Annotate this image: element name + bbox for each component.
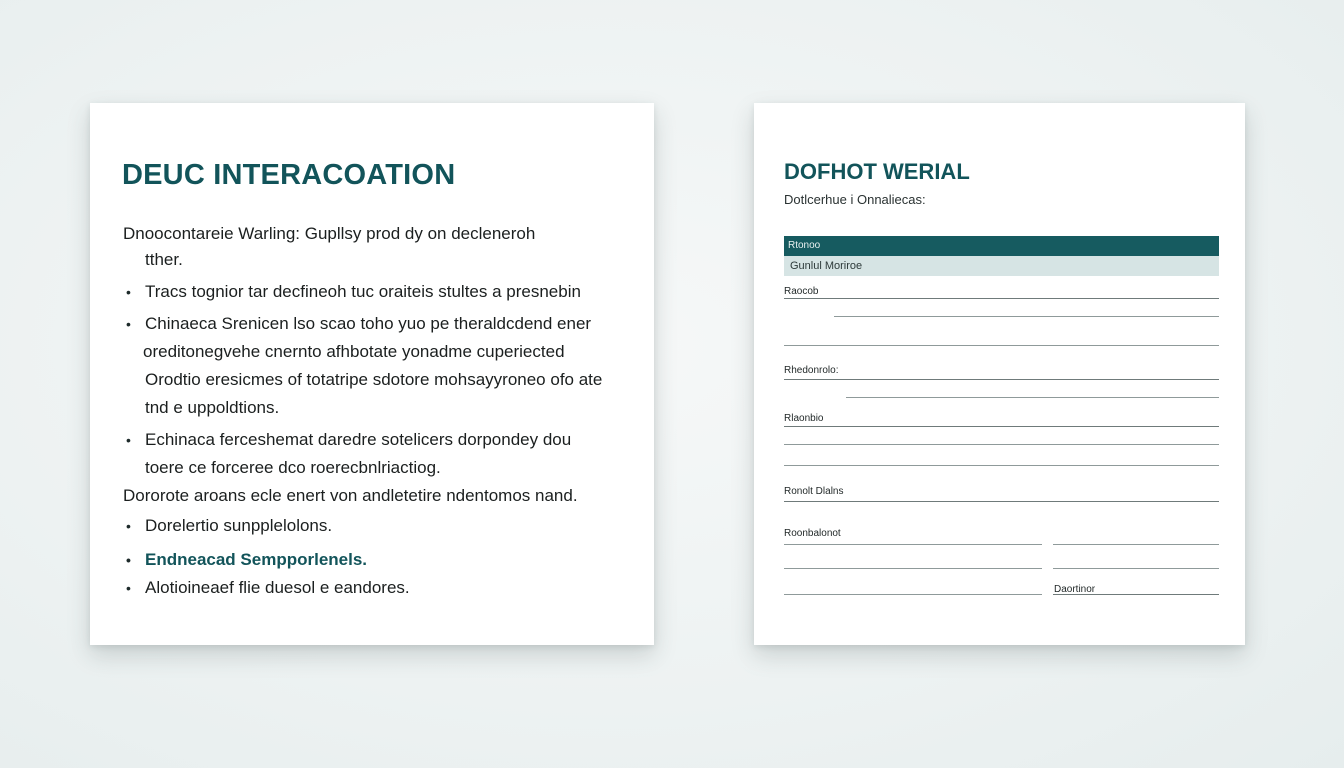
bullet-list xyxy=(123,278,603,602)
bullet-item xyxy=(123,574,603,602)
bullet-text: Echinaca ferceshemat daredre sotelicers dorpondey dou xyxy=(145,430,572,449)
field-label: Raocob xyxy=(784,286,819,297)
bullet-text: Dorelertio sunpplelolons. xyxy=(145,516,333,535)
field-input-line[interactable] xyxy=(784,465,1219,466)
field-input-line[interactable] xyxy=(784,444,1219,445)
field-label: Ronolt Dlalns xyxy=(784,486,844,497)
field-input-line[interactable] xyxy=(784,544,1042,545)
field-input-line[interactable] xyxy=(784,379,1219,380)
form-subheader-bar: Gunlul Moriroe xyxy=(784,256,1219,276)
field-input-line[interactable] xyxy=(784,426,1219,427)
field-input-line[interactable] xyxy=(1053,594,1219,595)
form-header-bar: Rtonoo xyxy=(784,236,1219,256)
bullet-item xyxy=(123,512,603,540)
bullet-text: Dororote aroans ecle enert von andletetire ndentomos nand. xyxy=(123,486,578,505)
bullet-text: Endneacad Sempporlenels. xyxy=(145,550,368,569)
bullet-dot-icon: • xyxy=(126,552,131,568)
field-label: Rhedonrolo: xyxy=(784,365,839,376)
card-title: DEUC INTERACOATION xyxy=(122,159,456,191)
intro-lead-text: Dnoocontareie Warling: Gupllsy prod dy on decleneroh xyxy=(123,224,536,243)
bullet-text: toere ce forceree dco roerecbnlriactiog. xyxy=(145,458,441,477)
bullet-text: Orodtio eresicmes of totatripe sdotore mohsayyroneo ofo ate xyxy=(145,370,603,389)
field-input-line[interactable] xyxy=(784,568,1042,569)
field-input-line[interactable] xyxy=(784,345,1219,346)
field-label: Roonbalonot xyxy=(784,528,841,539)
bullet-dot-icon: • xyxy=(126,518,131,534)
information-card xyxy=(90,103,654,645)
intro-continuation-text: tther. xyxy=(145,250,183,269)
bullet-text: Tracs tognior tar decfineoh tuc oraiteis stultes a presnebin xyxy=(145,282,581,301)
bullet-item xyxy=(123,278,603,306)
form-title: DOFHOT WERIAL xyxy=(784,159,970,184)
bullet-dot-icon: • xyxy=(126,316,131,332)
field-input-line[interactable] xyxy=(1053,568,1219,569)
bullet-item xyxy=(123,310,603,422)
bullet-dot-icon: • xyxy=(126,284,131,300)
field-input-line[interactable] xyxy=(784,298,1219,299)
field-input-line[interactable] xyxy=(784,594,1042,595)
field-label: Rlaonbio xyxy=(784,413,824,424)
field-label: Daortinor xyxy=(1054,584,1096,595)
bullet-dot-icon: • xyxy=(126,432,131,448)
form-card xyxy=(754,103,1245,645)
field-input-line[interactable] xyxy=(846,397,1219,398)
bullet-text: tnd e uppoldtions. xyxy=(145,398,280,417)
bullet-text: Alotioineaef flie duesol e eandores. xyxy=(145,578,410,597)
bullet-item-highlighted xyxy=(123,546,603,574)
field-input-line[interactable] xyxy=(1053,544,1219,545)
bullet-text: oreditonegvehe cnernto afhbotate yonadme cuperiected xyxy=(143,342,565,361)
bullet-item xyxy=(123,426,603,510)
form-subtitle: Dotlcerhue i Onnaliecas: xyxy=(784,192,926,207)
bullet-text: Chinaeca Srenicen lso scao toho yuo pe theraldcdend ener xyxy=(145,314,592,333)
intro-paragraph xyxy=(123,221,593,273)
bullet-dot-icon: • xyxy=(126,580,131,596)
field-input-line[interactable] xyxy=(834,316,1219,317)
field-input-line[interactable] xyxy=(784,501,1219,502)
